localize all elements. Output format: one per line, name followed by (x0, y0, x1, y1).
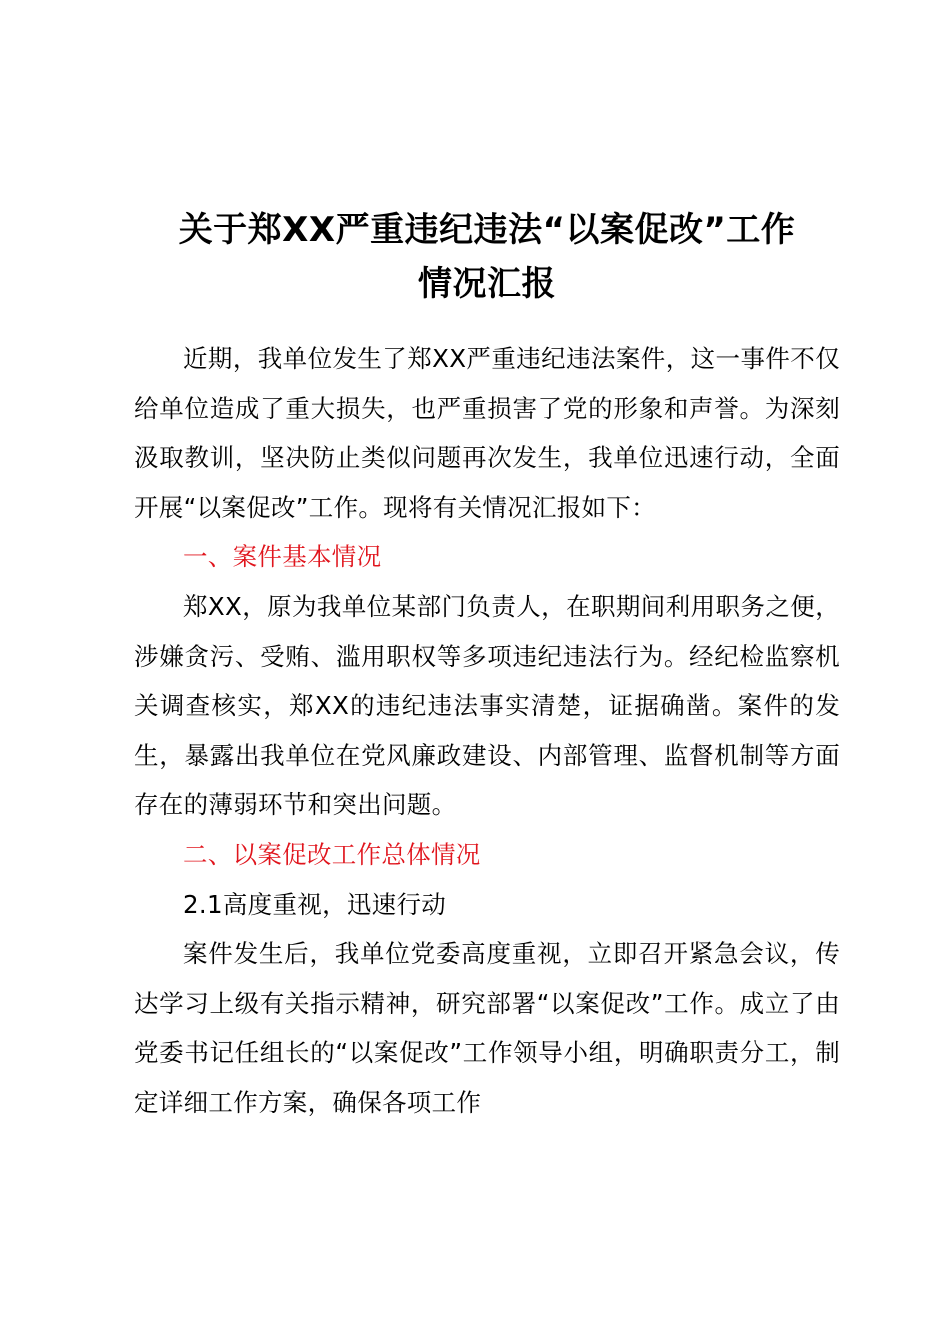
subsection-2-1-paragraph: 案件发生后，我单位党委高度重视，立即召开紧急会议，传达学习上级有关指示精神，研究部署“以案促改”工作。成立了由党委书记任组长的“以案促改”工作领导小组，明确职责分工，制定详细工作方案，确保各项工作 (134, 939, 840, 1117)
document-body (134, 334, 840, 1128)
title-line-2: 情况汇报 (418, 264, 556, 304)
title-line-1: 关于郑XX严重违纪违法“以案促改”工作 (178, 210, 796, 250)
intro-paragraph: 近期，我单位发生了郑XX严重违纪违法案件，这一事件不仅给单位造成了重大损失，也严重损害了党的形象和声誉。为深刻汲取教训，坚决防止类似问题再次发生，我单位迅速行动，全面开展“以案促改”工作。现将有关情况汇报如下： (134, 344, 840, 522)
section-heading-overall-situation: 二、以案促改工作总体情况 (183, 839, 481, 869)
subsection-heading-2-1: 2.1高度重视，迅速行动 (183, 889, 447, 919)
document-page (134, 203, 840, 1128)
case-basics-paragraph: 郑XX，原为我单位某部门负责人，在职期间利用职务之便，涉嫌贪污、受贿、滥用职权等多项违纪违法行为。经纪检监察机关调查核实，郑XX的违纪违法事实清楚，证据确凿。案件的发生，暴露出我单位在党风廉政建设、内部管理、监督机制等方面存在的薄弱环节和突出问题。 (134, 591, 840, 820)
section-heading-case-basics: 一、案件基本情况 (183, 542, 382, 572)
document-title (134, 203, 840, 311)
